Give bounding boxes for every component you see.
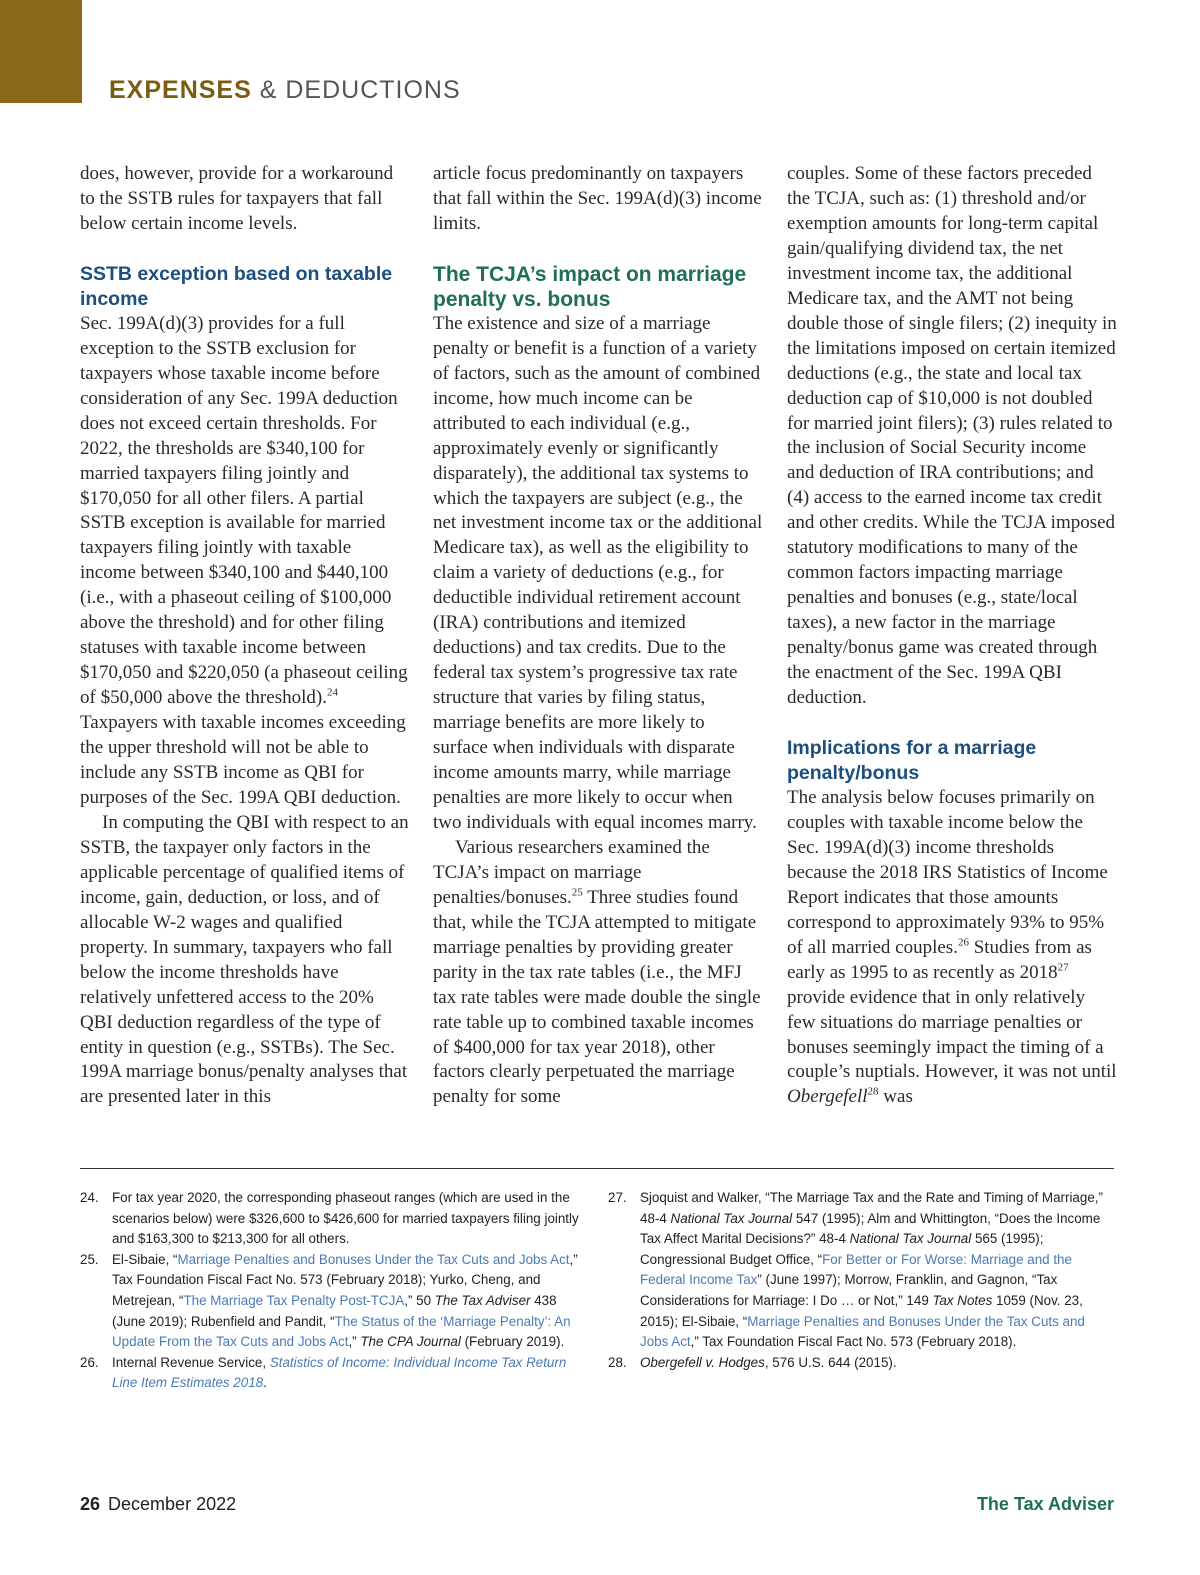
footnote-text-run: ,” 50 [404, 1292, 435, 1308]
paragraph: article focus predominantly on taxpayers that fall within the Sec. 199A(d)(3) income limits. [433, 163, 762, 234]
paragraph: couples. Some of these factors preceded the TCJA, such as: (1) threshold and/or exemption amounts for long-term capital gain/qualifying dividend tax, the net investment income tax, the additional Medicare tax, and the AMT not being double those of single filers; (2) inequity in the limitations imposed on certain itemized deductions (e.g., the state and local tax deduction cap of $10,000 is not doubled for married joint filers); (3) rules related to the inclusion of Social Security income and deduction of IRA contributions; and (4) access to the earned income tax credit and other credits. While the TCJA imposed statutory modifications to many of the common factors impacting marriage penalties and bonuses (e.g., state/local taxes), a new factor in the marriage penalty/bonus game was created through the enactment of the Sec. 199A QBI deduction. [787, 163, 1117, 709]
footnote-text-run: Sjoquist and Walker, “The Marriage Tax and the Rate and Timing of Marriage,” 48-4 [640, 1190, 1103, 1226]
case-name-italic: Obergefell [787, 1086, 868, 1108]
footnote-text-run: ” (June 1997); Morrow, Franklin, and Gagnon, “Tax Considerations for Marriage: I Do … or Not,” 149 [640, 1272, 1058, 1308]
footnote-number: 24. [80, 1190, 99, 1205]
footnote-number: 28. [608, 1354, 627, 1370]
footnote-ref-26[interactable]: 26 [957, 936, 969, 949]
footnote-text-run: ,” Tax Foundation Fiscal Fact No. 573 (February 2018); Yurko, Cheng, and Metrejean, “ [112, 1251, 578, 1308]
footnotes-left [80, 1188, 585, 1394]
paragraph-text: Studies from as early as 1995 to as recently as 2018 [787, 936, 1092, 983]
paragraph [787, 786, 1117, 1110]
footnote-number: 25. [80, 1251, 99, 1267]
footnotes-right [608, 1188, 1116, 1373]
article-column-1 [80, 162, 410, 1110]
footnote-divider [80, 1168, 1114, 1169]
paragraph-text: Three studies found that, while the TCJA attempted to mitigate marriage penalties by providing greater parity in the tax rate tables (i.e., the MFJ tax rate tables were made double the single rate table up to combined taxable incomes of $400,000 for tax year 2018), other factors clearly perpetuated the marriage penalty for some [433, 886, 761, 1108]
paragraph: does, however, provide for a workaround to the SSTB rules for taxpayers that fall below certain income levels. [80, 163, 394, 234]
footnote-text-run: 1059 (Nov. 23, 2015); El-Sibaie, “ [640, 1292, 1083, 1329]
footnote-text [112, 1250, 585, 1353]
footnote [80, 1188, 585, 1250]
footnote [80, 1353, 585, 1394]
footnote-italic: National Tax Journal [849, 1231, 972, 1247]
subheading-sstb-exception: SSTB exception based on taxable income [80, 262, 393, 310]
footnote [608, 1188, 1116, 1353]
footnote-link[interactable]: Marriage Penalties and Bonuses Under the Tax Cuts and Jobs Act [640, 1313, 1085, 1350]
footnote-text-run: ,” [348, 1334, 361, 1350]
subheading-implications: Implications for a marriage penalty/bonus [787, 736, 1037, 784]
footnote [608, 1353, 1116, 1374]
footnote-link[interactable]: The Marriage Tax Penalty Post-TCJA [183, 1292, 405, 1308]
page-footer-left [80, 1494, 236, 1515]
footnote-italic: The Tax Adviser [434, 1292, 531, 1308]
issue-date: December 2022 [108, 1494, 237, 1514]
footnote-text-run: 438 (June 2019); Rubenfield and Pandit, “ [112, 1292, 557, 1329]
footnote-ref-24[interactable]: 24 [326, 686, 338, 699]
footnote-text [640, 1188, 1116, 1353]
article-column-3 [787, 162, 1117, 1110]
paragraph-text: was [878, 1086, 913, 1108]
footnote-ref-25[interactable]: 25 [571, 886, 583, 899]
paragraph-text: Taxpayers with taxable incomes exceeding the upper threshold will not be able to include any SSTB income as QBI for purposes of the Sec. 199A QBI deduction. [80, 712, 406, 808]
paragraph-text: The analysis below focuses primarily on couples with taxable income below the Sec. 199A(d)(3) income thresholds because the 2018 IRS Statistics of Income Report indicates that those amounts correspond to approximately 93% to 95% of all married couples. [787, 786, 1108, 958]
section-header-rest: & DEDUCTIONS [259, 76, 461, 104]
footnote-italic: Tax Notes [932, 1292, 993, 1308]
footnote [80, 1250, 585, 1353]
paragraph-text: provide evidence that in only relatively few situations do marriage penalties or bonuses seemingly impact the timing of a couple’s nuptials. However, it was not until [787, 986, 1117, 1083]
footnote-text-run: ,” Tax Foundation Fiscal Fact No. 573 (February 2018). [690, 1334, 1017, 1350]
footnote-text-run: , 576 U.S. 644 (2015). [764, 1354, 897, 1370]
section-color-block [0, 0, 82, 103]
paragraph-text: Various researchers examined the TCJA’s impact on marriage penalties/bonuses. [433, 836, 710, 908]
footnote-text-run: 565 (1995); Congressional Budget Office, “ [640, 1231, 1044, 1267]
footnote-ref-27[interactable]: 27 [1057, 961, 1069, 974]
section-header [109, 76, 461, 105]
publication-name: The Tax Adviser [976, 1494, 1114, 1514]
footnote-link[interactable]: Statistics of Income: Individual Income Tax Return Line Item Estimates 2018 [112, 1354, 567, 1391]
article-column-2 [433, 162, 763, 1110]
footnote-ref-28[interactable]: 28 [867, 1086, 879, 1099]
paragraph: In computing the QBI with respect to an SSTB, the taxpayer only factors in the applicable percentage of qualified items of income, gain, deduction, or loss, and of allocable W-2 wages and qualified property. In summary, taxpayers who fall below the income thresholds have relatively unfettered access to the 20% QBI deduction regardless of the type of entity in question (e.g., SSTBs). The Sec. 199A marriage bonus/penalty analyses that are presented later in this [80, 811, 409, 1108]
footnote-text-run: (February 2019). [460, 1334, 565, 1350]
footnote-link[interactable]: Marriage Penalties and Bonuses Under the Tax Cuts and Jobs Act [177, 1251, 570, 1267]
footnote-text [112, 1188, 585, 1250]
footnote-number: 26. [80, 1354, 99, 1370]
footnote-text-run: 547 (1995); Alm and Whittington, “Does the Income Tax Affect Marital Decisions?” 48-4 [640, 1210, 1101, 1247]
footnote-text-run: . [263, 1375, 267, 1391]
footnote-number: 27. [608, 1190, 627, 1205]
footnote-italic: National Tax Journal [670, 1210, 793, 1226]
paragraph [80, 312, 410, 811]
footnote-link[interactable]: The Status of the ‘Marriage Penalty’: An Update From the Tax Cuts and Jobs Act [112, 1313, 571, 1350]
footnote-text-run: Internal Revenue Service, [112, 1354, 270, 1370]
page-number: 26 [80, 1494, 101, 1514]
footnote-text-run: El-Sibaie, “ [112, 1251, 178, 1267]
section-header-bold: EXPENSES [109, 76, 252, 104]
footnote-italic: Obergefell v. Hodges [640, 1354, 765, 1370]
footnote-italic: The CPA Journal [360, 1334, 461, 1350]
footnote-text-run: For tax year 2020, the corresponding phaseout ranges (which are used in the scenarios below) were $326,600 to $426,600 for married taxpayers filing jointly and $163,300 to $213,300 for all others. [112, 1190, 579, 1247]
footnote-text [640, 1353, 1116, 1374]
paragraph [433, 836, 763, 1110]
subheading-tcja-impact: The TCJA’s impact on marriage penalty vs. bonus [433, 262, 747, 311]
paragraph: The existence and size of a marriage penalty or benefit is a function of a variety of factors, such as the amount of combined income, how much income can be attributed to each individual (e.g., approximately evenly or significantly disparately), the additional tax systems to which the taxpayers are subject (e.g., the net investment income tax or the additional Medicare tax), as well as the eligibility to claim a variety of deductions (e.g., for deductible individual retirement account (IRA) contributions and itemized deductions) and tax credits. Due to the federal tax system’s progressive tax rate structure that varies by filing status, marriage benefits are more likely to surface when individuals with disparate income amounts marry, while marriage penalties are more likely to occur when two individuals with equal incomes marry. [433, 312, 763, 833]
footnote-text [112, 1353, 585, 1394]
footnote-link[interactable]: For Better or For Worse: Marriage and the Federal Income Tax [640, 1251, 1072, 1288]
paragraph-text: Sec. 199A(d)(3) provides for a full exception to the SSTB exclusion for taxpayers whose taxable income before consideration of any Sec. 199A deduction does not exceed certain thresholds. For 2022, the thresholds are $340,100 for married taxpayers filing jointly and $170,050 for all other filers. A partial SSTB exception is available for married taxpayers filing jointly with taxable income between $340,100 and $440,100 (i.e., with a phaseout ceiling of $100,000 above the threshold) and for other filing statuses with taxable income between $170,050 and $220,050 (a phaseout ceiling of $50,000 above the threshold). [80, 312, 408, 709]
